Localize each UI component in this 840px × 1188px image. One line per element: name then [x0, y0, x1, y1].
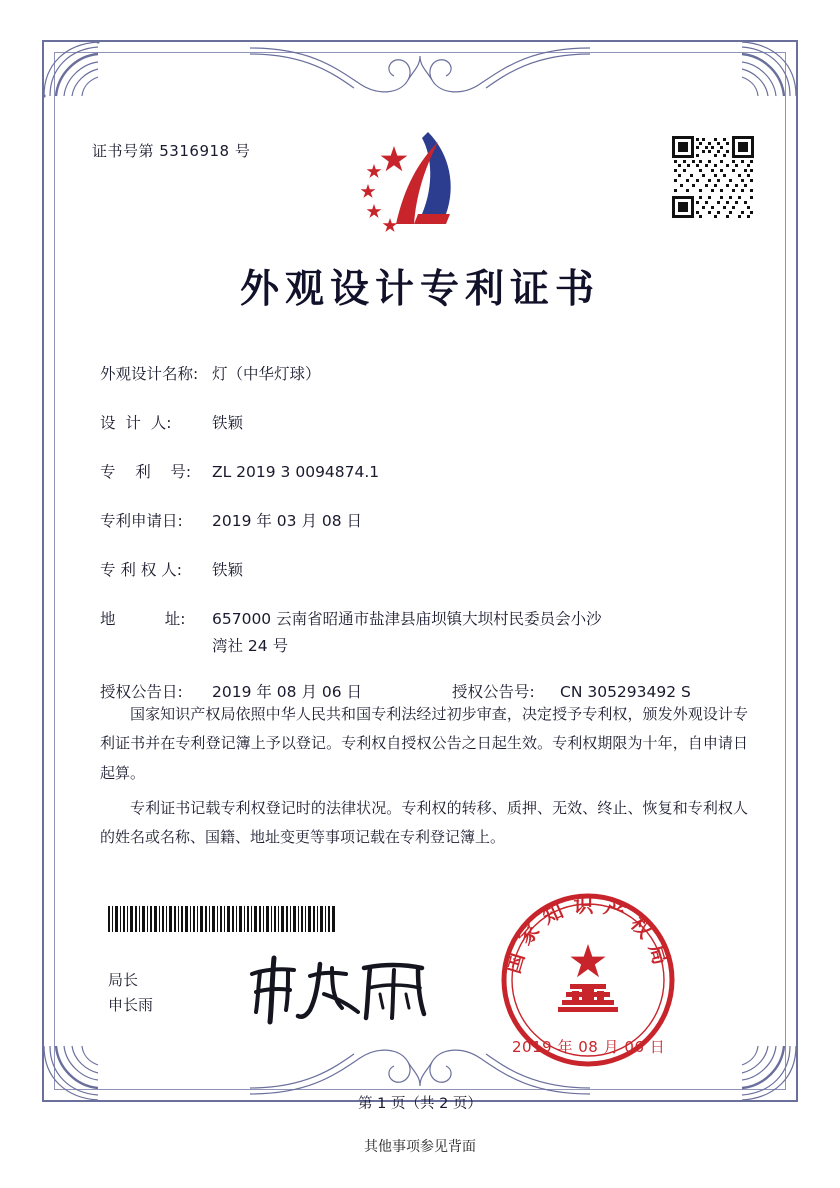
paragraph: 专利证书记载专利权登记时的法律状况。专利权的转移、质押、无效、终止、恢复和专利权人的姓名或名称、国籍、地址变更等事项记载在专利登记簿上。 [100, 798, 748, 846]
legal-text [100, 700, 748, 858]
field-value: 铁颖 [212, 561, 244, 580]
qr-code [670, 134, 756, 220]
field-value: CN 305293492 S [560, 683, 691, 702]
page-title: 外观设计专利证书 [239, 267, 600, 312]
director-title: 局长 [108, 971, 139, 989]
certificate-number: 证书号第 5316918 号 [92, 142, 251, 160]
field-label: 授权公告日: [100, 683, 183, 702]
field-patentee [100, 558, 748, 582]
field-value: 657000 云南省昭通市盐津县庙坝镇大坝村民委员会小沙 [212, 610, 602, 629]
field-label: 地 址: [100, 610, 186, 629]
handwritten-signature [236, 950, 436, 1028]
field-label: 授权公告号: [452, 683, 535, 702]
seal-date: 2019 年 08 月 06 日 [512, 1038, 666, 1056]
field-patent-number [100, 460, 748, 484]
field-value: ZL 2019 3 0094874.1 [212, 463, 380, 482]
field-value: 2019 年 03 月 08 日 [212, 512, 363, 531]
field-designer [100, 411, 748, 435]
signature-block [108, 968, 153, 1018]
paragraph: 国家知识产权局依照中华人民共和国专利法经过初步审查，决定授予专利权，颁发外观设计专利证书并在专利登记簿上予以登记。专利权自授权公告之日起生效。专利权期限为十年，自申请日起算。 [100, 705, 748, 782]
footer-note: 其他事项参见背面 [364, 1139, 476, 1155]
barcode [108, 906, 336, 932]
page-number: 第 1 页（共 2 页） [358, 1096, 482, 1112]
field-value: 铁颖 [212, 414, 244, 433]
field-address [100, 607, 748, 658]
field-application-date [100, 509, 748, 533]
field-design-name [100, 362, 748, 386]
field-value-continued: 湾社 24 号 [212, 637, 289, 656]
seal-text: 国家知识产权局 [500, 893, 676, 977]
director-name: 申长雨 [108, 995, 154, 1014]
field-label: 专 利 权 人: [100, 561, 183, 580]
field-list [100, 362, 748, 729]
field-value: 2019 年 08 月 06 日 [212, 683, 363, 702]
top-flourish-icon [250, 40, 590, 98]
field-label: 专 利 号: [100, 463, 192, 482]
field-label: 专利申请日: [100, 512, 183, 531]
cnipa-logo-icon [352, 128, 488, 240]
field-value: 灯（中华灯球） [212, 365, 321, 383]
field-label: 外观设计名称: [100, 365, 199, 383]
field-label: 设 计 人: [100, 414, 172, 433]
